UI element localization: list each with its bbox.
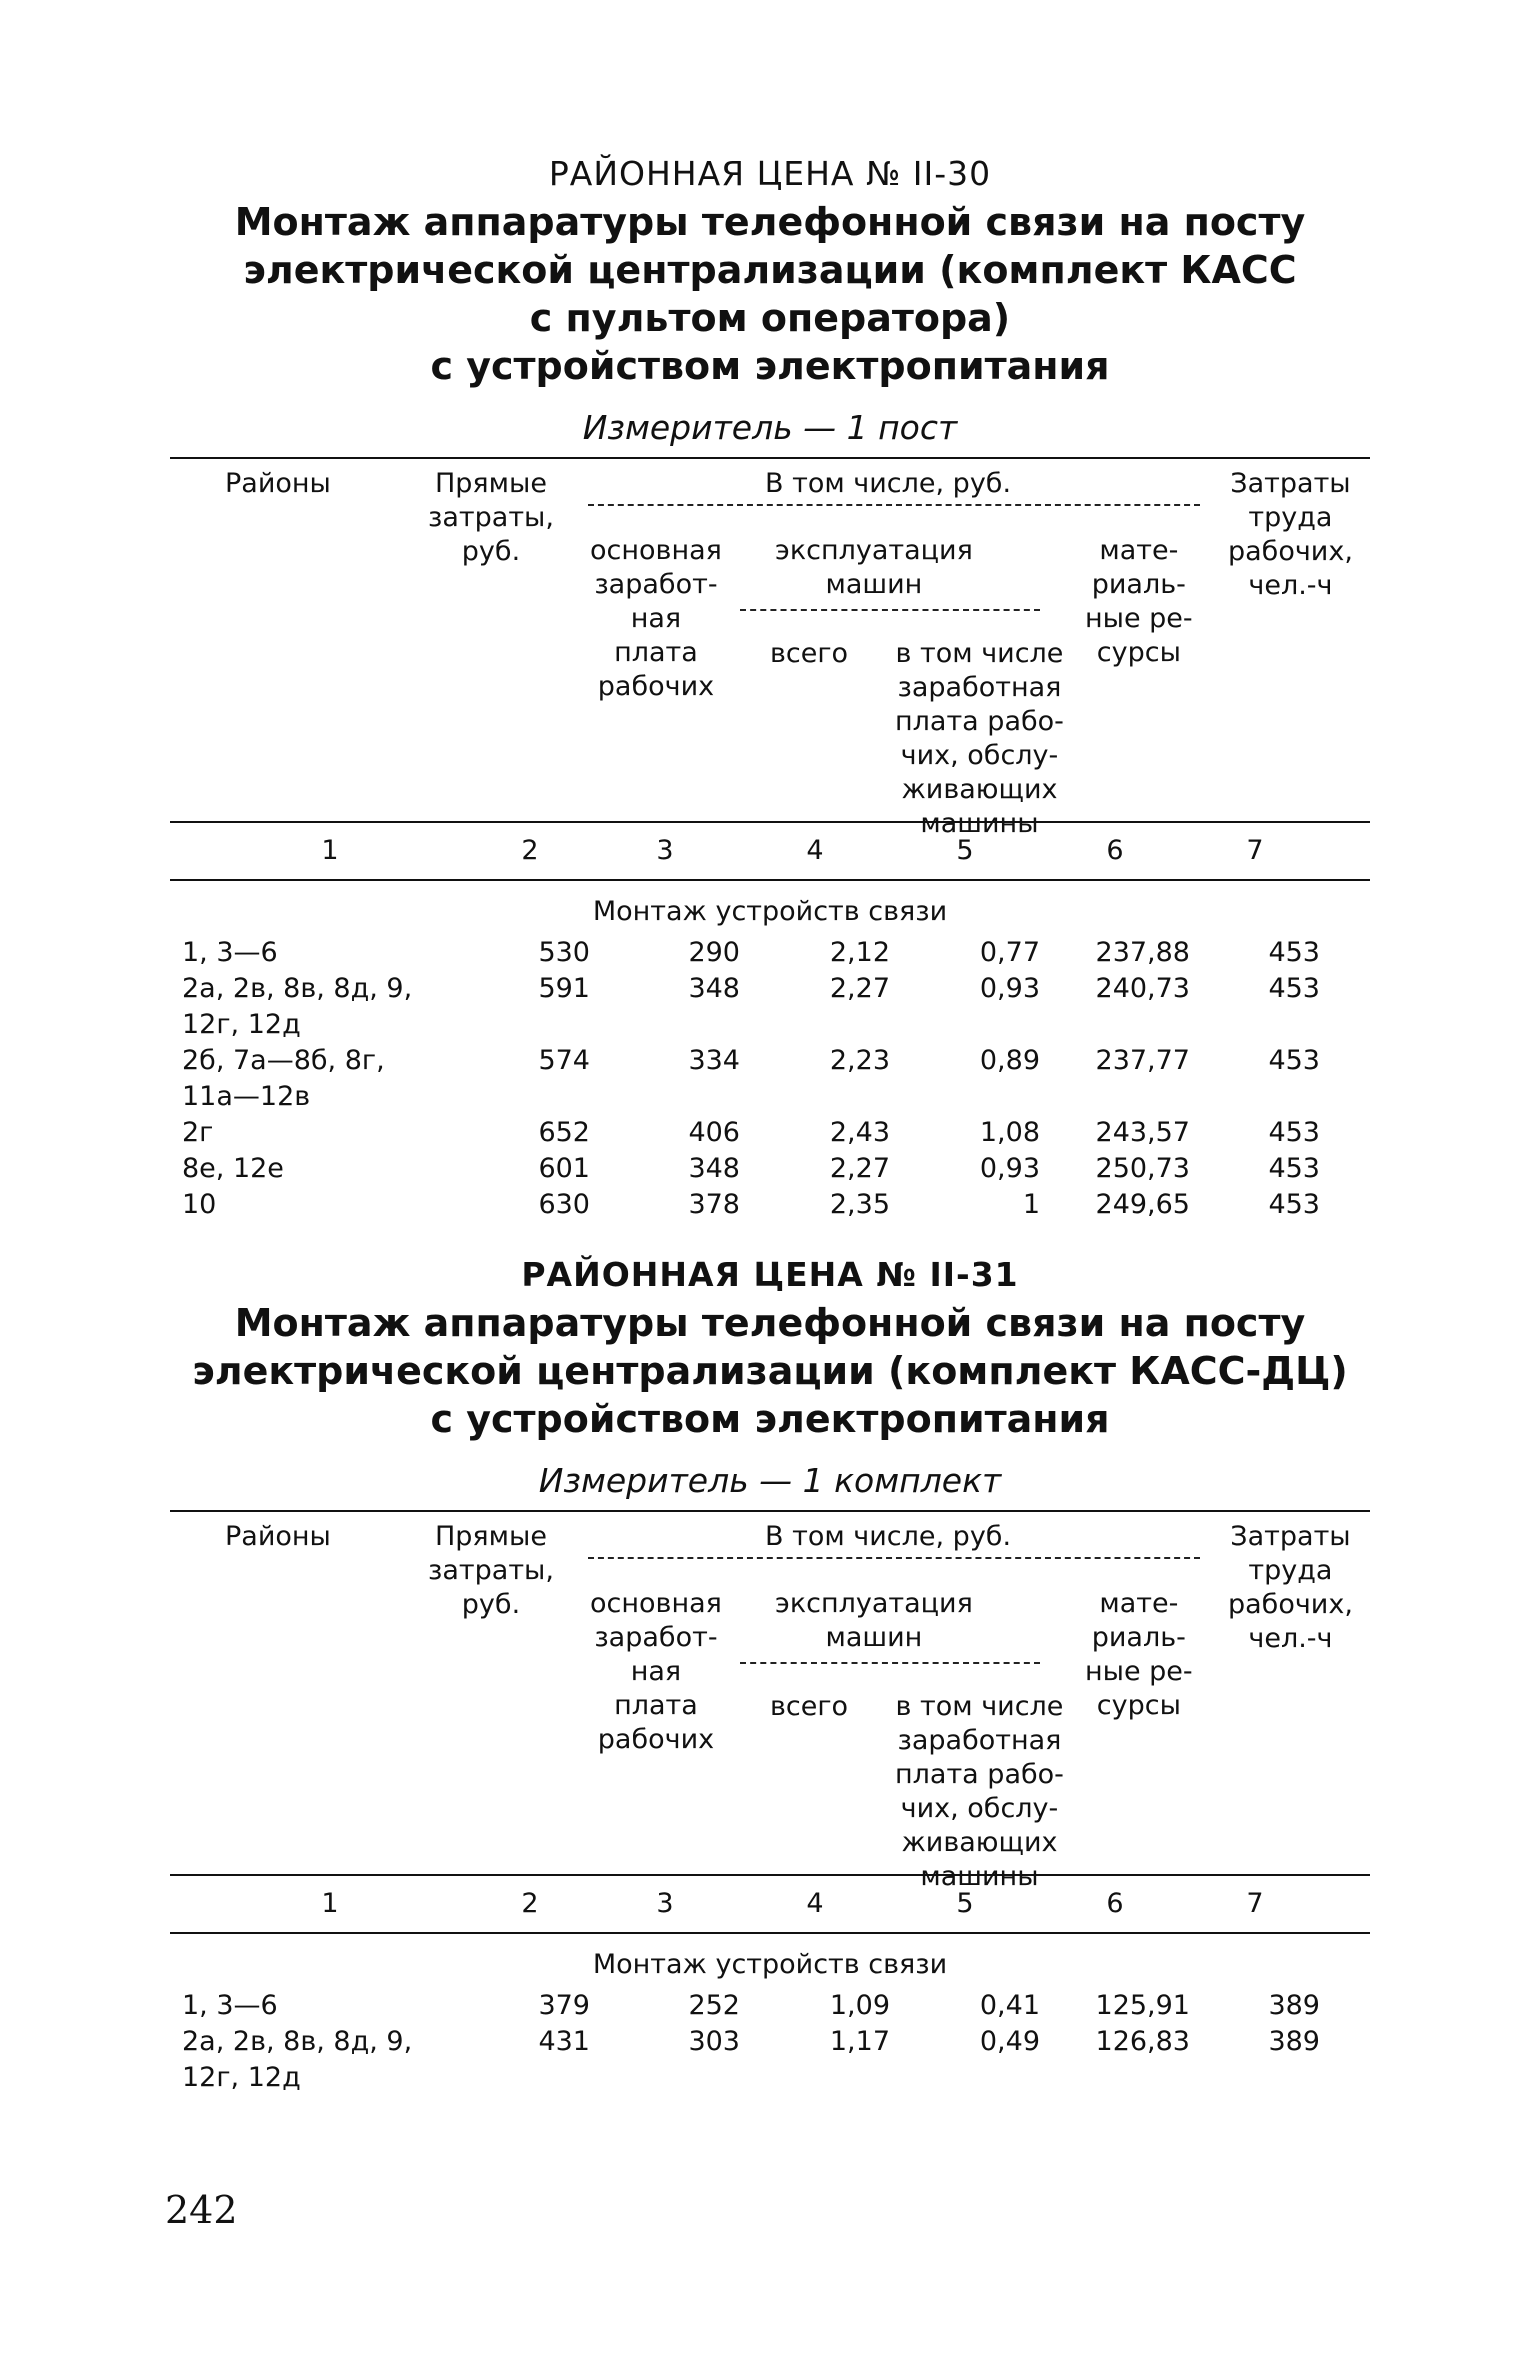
- value-cell-c6: 126,83: [1095, 2026, 1190, 2057]
- section-title: Монтаж устройств связи: [592, 896, 948, 927]
- value-cell-c5: 0,77: [979, 937, 1040, 968]
- header-materials: мате- риаль- ные ре- сурсы: [1085, 1588, 1193, 1721]
- value-cell-c3: 348: [688, 1153, 740, 1184]
- header-divider: [588, 504, 1200, 506]
- value-cell-c3: 378: [688, 1189, 740, 1220]
- header-wage: основная заработ- ная плата рабочих: [590, 1588, 722, 1755]
- district-cell: 2а, 2в, 8в, 8д, 9, 12г, 12д: [182, 2026, 413, 2093]
- value-cell-c2: 591: [538, 973, 590, 1004]
- header-districts: Районы: [225, 1521, 331, 1552]
- header-total: всего: [770, 1691, 849, 1722]
- value-cell-c6: 243,57: [1095, 1117, 1190, 1148]
- value-cell-c7: 453: [1268, 1189, 1320, 1220]
- value-cell-c2: 431: [538, 2026, 590, 2057]
- district-cell: 1, 3—6: [182, 937, 278, 968]
- header-materials: мате- риаль- ные ре- сурсы: [1085, 535, 1193, 668]
- title-line: электрической централизации (комплект КАСС-ДЦ): [192, 1349, 1348, 1393]
- header-direct: Прямые затраты, руб.: [428, 468, 554, 567]
- header-incl-wage: в том числе заработная плата рабо- чих, обслу- живающих машины: [895, 638, 1064, 839]
- title-line: с пультом оператора): [529, 296, 1011, 340]
- value-cell-c5: 0,41: [979, 1990, 1040, 2021]
- district-cell: 2б, 7а—8б, 8г, 11а—12в: [182, 1045, 385, 1112]
- value-cell-c3: 334: [688, 1045, 740, 1076]
- value-cell-c3: 252: [688, 1990, 740, 2021]
- price-code: РАЙОННАЯ ЦЕНА № II-31: [521, 1255, 1019, 1294]
- price-block-ii-30: [165, 150, 1375, 1223]
- table-header: [170, 457, 1370, 839]
- value-cell-c2: 630: [538, 1189, 590, 1220]
- value-cell-c5: 0,89: [979, 1045, 1040, 1076]
- value-cell-c3: 303: [688, 2026, 740, 2057]
- header-divider: [588, 1557, 1200, 1559]
- value-cell-c4: 2,27: [829, 1153, 890, 1184]
- column-numbers: 1 2 3 4 5 6 7: [170, 821, 1370, 881]
- header-labor: Затраты труда рабочих, чел.-ч: [1228, 468, 1353, 601]
- title-line: электрической централизации (комплект КАСС: [243, 248, 1297, 292]
- measure-unit: Измеритель — 1 комплект: [538, 1461, 1002, 1500]
- district-cell: 2г: [182, 1117, 214, 1148]
- value-cell-c6: 250,73: [1095, 1153, 1190, 1184]
- page: [165, 150, 1375, 2096]
- title-line: с устройством электропитания: [430, 344, 1110, 388]
- table-row: [170, 971, 1370, 1043]
- table-row: [170, 1187, 1370, 1223]
- header-divider: [740, 609, 1040, 611]
- value-cell-c6: 125,91: [1095, 1990, 1190, 2021]
- value-cell-c7: 453: [1268, 1153, 1320, 1184]
- value-cell-c5: 1,08: [979, 1117, 1040, 1148]
- value-cell-c6: 237,88: [1095, 937, 1190, 968]
- header-incl: В том числе, руб.: [765, 468, 1012, 499]
- table-row: [170, 1115, 1370, 1151]
- value-cell-c2: 530: [538, 937, 590, 968]
- value-cell-c7: 389: [1268, 1990, 1320, 2021]
- value-cell-c7: 453: [1268, 1045, 1320, 1076]
- title-line: Монтаж аппаратуры телефонной связи на посту: [234, 1301, 1306, 1345]
- column-numbers: 1 2 3 4 5 6 7: [170, 1874, 1370, 1934]
- value-cell-c2: 574: [538, 1045, 590, 1076]
- value-cell-c3: 406: [688, 1117, 740, 1148]
- price-block-ii-31: [165, 1251, 1375, 2096]
- value-cell-c4: 1,09: [829, 1990, 890, 2021]
- header-labor: Затраты труда рабочих, чел.-ч: [1228, 1521, 1353, 1654]
- table-row: [170, 1043, 1370, 1115]
- measure-unit: Измеритель — 1 пост: [582, 408, 958, 447]
- value-cell-c4: 2,23: [829, 1045, 890, 1076]
- value-cell-c4: 1,17: [829, 2026, 890, 2057]
- table-row: [170, 1988, 1370, 2024]
- title-line: с устройством электропитания: [430, 1397, 1110, 1441]
- header-machines: эксплуатация машин: [775, 535, 973, 600]
- value-cell-c7: 389: [1268, 2026, 1320, 2057]
- value-cell-c5: 0,93: [979, 1153, 1040, 1184]
- value-cell-c6: 249,65: [1095, 1189, 1190, 1220]
- table-row: [170, 935, 1370, 971]
- value-cell-c3: 348: [688, 973, 740, 1004]
- value-cell-c2: 652: [538, 1117, 590, 1148]
- page-number: 242: [165, 2188, 238, 2232]
- value-cell-c6: 237,77: [1095, 1045, 1190, 1076]
- header-wage: основная заработ- ная плата рабочих: [590, 535, 722, 702]
- value-cell-c5: 0,93: [979, 973, 1040, 1004]
- table-row: [170, 2024, 1370, 2096]
- price-table: [170, 1510, 1370, 2096]
- header-direct: Прямые затраты, руб.: [428, 1521, 554, 1620]
- value-cell-c4: 2,43: [829, 1117, 890, 1148]
- table-header: [170, 1510, 1370, 1892]
- header-machines: эксплуатация машин: [775, 1588, 973, 1653]
- district-cell: 8е, 12е: [182, 1153, 284, 1184]
- header-divider: [740, 1662, 1040, 1664]
- value-cell-c7: 453: [1268, 937, 1320, 968]
- value-cell-c4: 2,35: [829, 1189, 890, 1220]
- value-cell-c5: 1: [1022, 1189, 1040, 1220]
- section-title: Монтаж устройств связи: [592, 1949, 948, 1980]
- table-row: [170, 1151, 1370, 1187]
- district-cell: 10: [182, 1189, 217, 1220]
- value-cell-c7: 453: [1268, 973, 1320, 1004]
- value-cell-c2: 601: [538, 1153, 590, 1184]
- title-line: Монтаж аппаратуры телефонной связи на посту: [234, 200, 1306, 244]
- header-incl-wage: в том числе заработная плата рабо- чих, обслу- живающих машины: [895, 1691, 1064, 1892]
- value-cell-c5: 0,49: [979, 2026, 1040, 2057]
- header-total: всего: [770, 638, 849, 669]
- value-cell-c7: 453: [1268, 1117, 1320, 1148]
- table-body: [170, 1988, 1370, 2096]
- price-table: [170, 457, 1370, 1223]
- value-cell-c2: 379: [538, 1990, 590, 2021]
- value-cell-c4: 2,12: [829, 937, 890, 968]
- price-code: РАЙОННАЯ ЦЕНА № II-30: [548, 154, 992, 193]
- value-cell-c3: 290: [688, 937, 740, 968]
- value-cell-c4: 2,27: [829, 973, 890, 1004]
- header-incl: В том числе, руб.: [765, 1521, 1012, 1552]
- table-body: [170, 935, 1370, 1223]
- district-cell: 2а, 2в, 8в, 8д, 9, 12г, 12д: [182, 973, 413, 1040]
- header-districts: Районы: [225, 468, 331, 499]
- district-cell: 1, 3—6: [182, 1990, 278, 2021]
- value-cell-c6: 240,73: [1095, 973, 1190, 1004]
